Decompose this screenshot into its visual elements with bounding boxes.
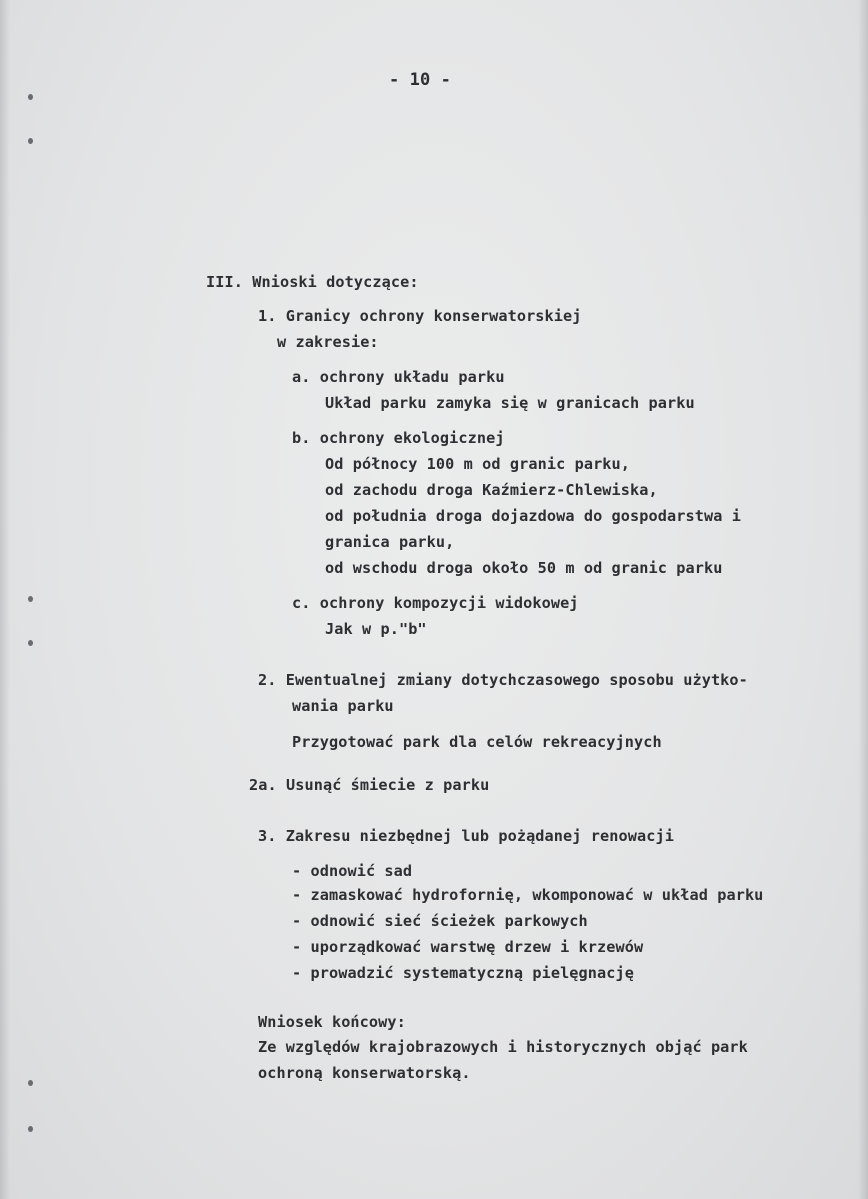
right-edge-shadow — [858, 0, 868, 1199]
subitem-b-text: od wschodu droga około 50 m od granic parku — [325, 559, 723, 577]
item-2-heading-cont: wania parku — [292, 697, 394, 715]
item-3-bullet: - odnowić sad — [292, 862, 413, 880]
subitem-c-heading: c. ochrony kompozycji widokowej — [292, 594, 579, 612]
conclusion-heading: Wniosek końcowy: — [258, 1013, 406, 1031]
subitem-a-text: Układ parku zamyka się w granicach parku — [325, 394, 695, 412]
item-2-text: Przygotować park dla celów rekreacyjnych — [292, 733, 662, 751]
item-3-heading: 3. Zakresu niezbędnej lub pożądanej renowacji — [258, 827, 674, 845]
item-3-bullet: - odnowić sieć ścieżek parkowych — [292, 912, 588, 930]
subitem-b-text: Od północy 100 m od granic parku, — [325, 455, 631, 473]
subitem-b-text: od zachodu droga Kaźmierz-Chlewiska, — [325, 481, 658, 499]
item-2-heading: 2. Ewentualnej zmiany dotychczasowego sposobu użytko- — [258, 671, 748, 689]
subitem-b-text: od południa droga dojazdowa do gospodarstwa i — [325, 507, 741, 525]
item-3-bullet: - uporządkować warstwę drzew i krzewów — [292, 938, 644, 956]
punch-hole-mark — [28, 640, 33, 646]
punch-hole-mark — [28, 1126, 33, 1132]
item-3-bullet: - prowadzić systematyczną pielęgnację — [292, 964, 635, 982]
punch-hole-mark — [28, 596, 33, 602]
item-3-bullet: - zamaskować hydrofornię, wkomponować w układ parku — [292, 886, 764, 904]
conclusion-text: Ze względów krajobrazowych i historycznych objąć park — [258, 1038, 748, 1056]
item-2a: 2a. Usunąć śmiecie z parku — [249, 776, 490, 794]
subitem-b-text: granica parku, — [325, 533, 455, 551]
left-edge-shadow — [0, 0, 10, 1199]
subitem-b-heading: b. ochrony ekologicznej — [292, 429, 505, 447]
subitem-c-text: Jak w p."b" — [325, 620, 427, 638]
punch-hole-mark — [28, 94, 33, 100]
subitem-a-heading: a. ochrony układu parku — [292, 368, 505, 386]
item-1-heading-cont: w zakresie: — [277, 333, 379, 351]
page-number: - 10 - — [389, 70, 452, 90]
punch-hole-mark — [28, 138, 33, 144]
punch-hole-mark — [28, 1080, 33, 1086]
item-1-heading: 1. Granicy ochrony konserwatorskiej — [258, 307, 582, 325]
section-heading: III. Wnioski dotyczące: — [206, 273, 419, 291]
conclusion-text: ochroną konserwatorską. — [258, 1064, 471, 1082]
